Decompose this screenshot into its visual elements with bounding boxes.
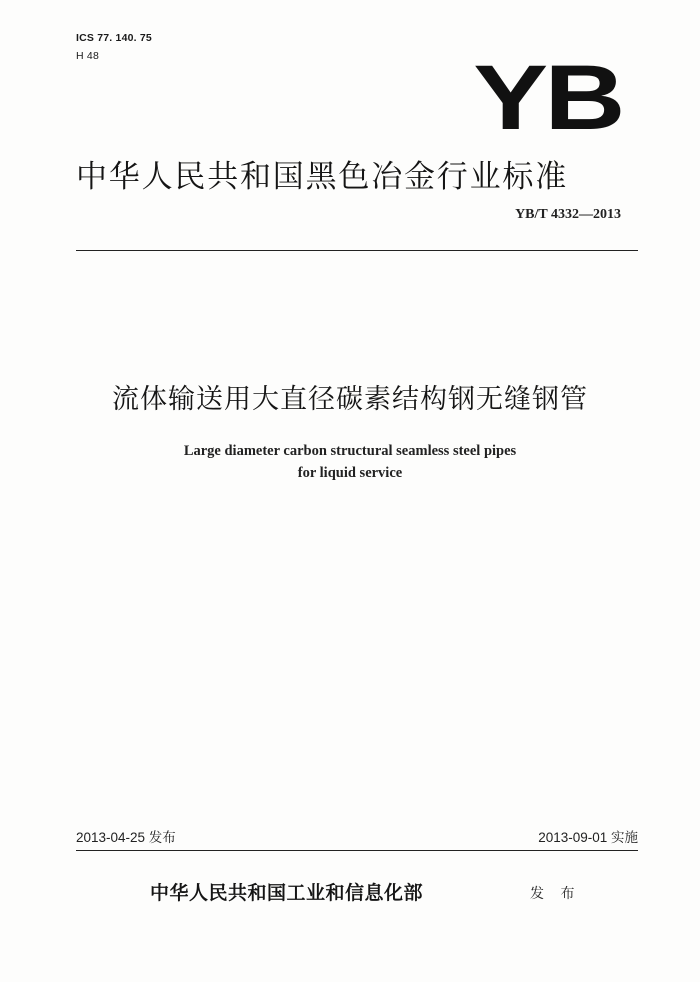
yb-logo: YB — [473, 47, 622, 149]
bottom-divider — [76, 850, 638, 851]
document-title-chinese: 流体输送用大直径碳素结构钢无缝钢管 — [112, 384, 588, 415]
classification-block — [76, 29, 152, 65]
issuer-title: 中华人民共和国黑色冶金行业标准 — [76, 159, 568, 195]
publisher-name: 中华人民共和国工业和信息化部 — [150, 882, 424, 904]
classification-code: H 48 — [76, 50, 99, 62]
english-title-line-1: Large diameter carbon structural seamless steel pipes — [183, 443, 517, 459]
english-title-line-2: for liquid service — [297, 465, 403, 481]
document-title-english — [0, 440, 700, 484]
standard-number: YB/T 4332—2013 — [515, 207, 621, 222]
publish-label: 发 布 — [530, 886, 581, 902]
implementation-date: 2013-09-01 实施 — [538, 830, 638, 845]
issue-date: 2013-04-25 发布 — [76, 830, 176, 845]
ics-code: ICS 77. 140. 75 — [76, 32, 152, 44]
top-divider — [76, 250, 638, 251]
